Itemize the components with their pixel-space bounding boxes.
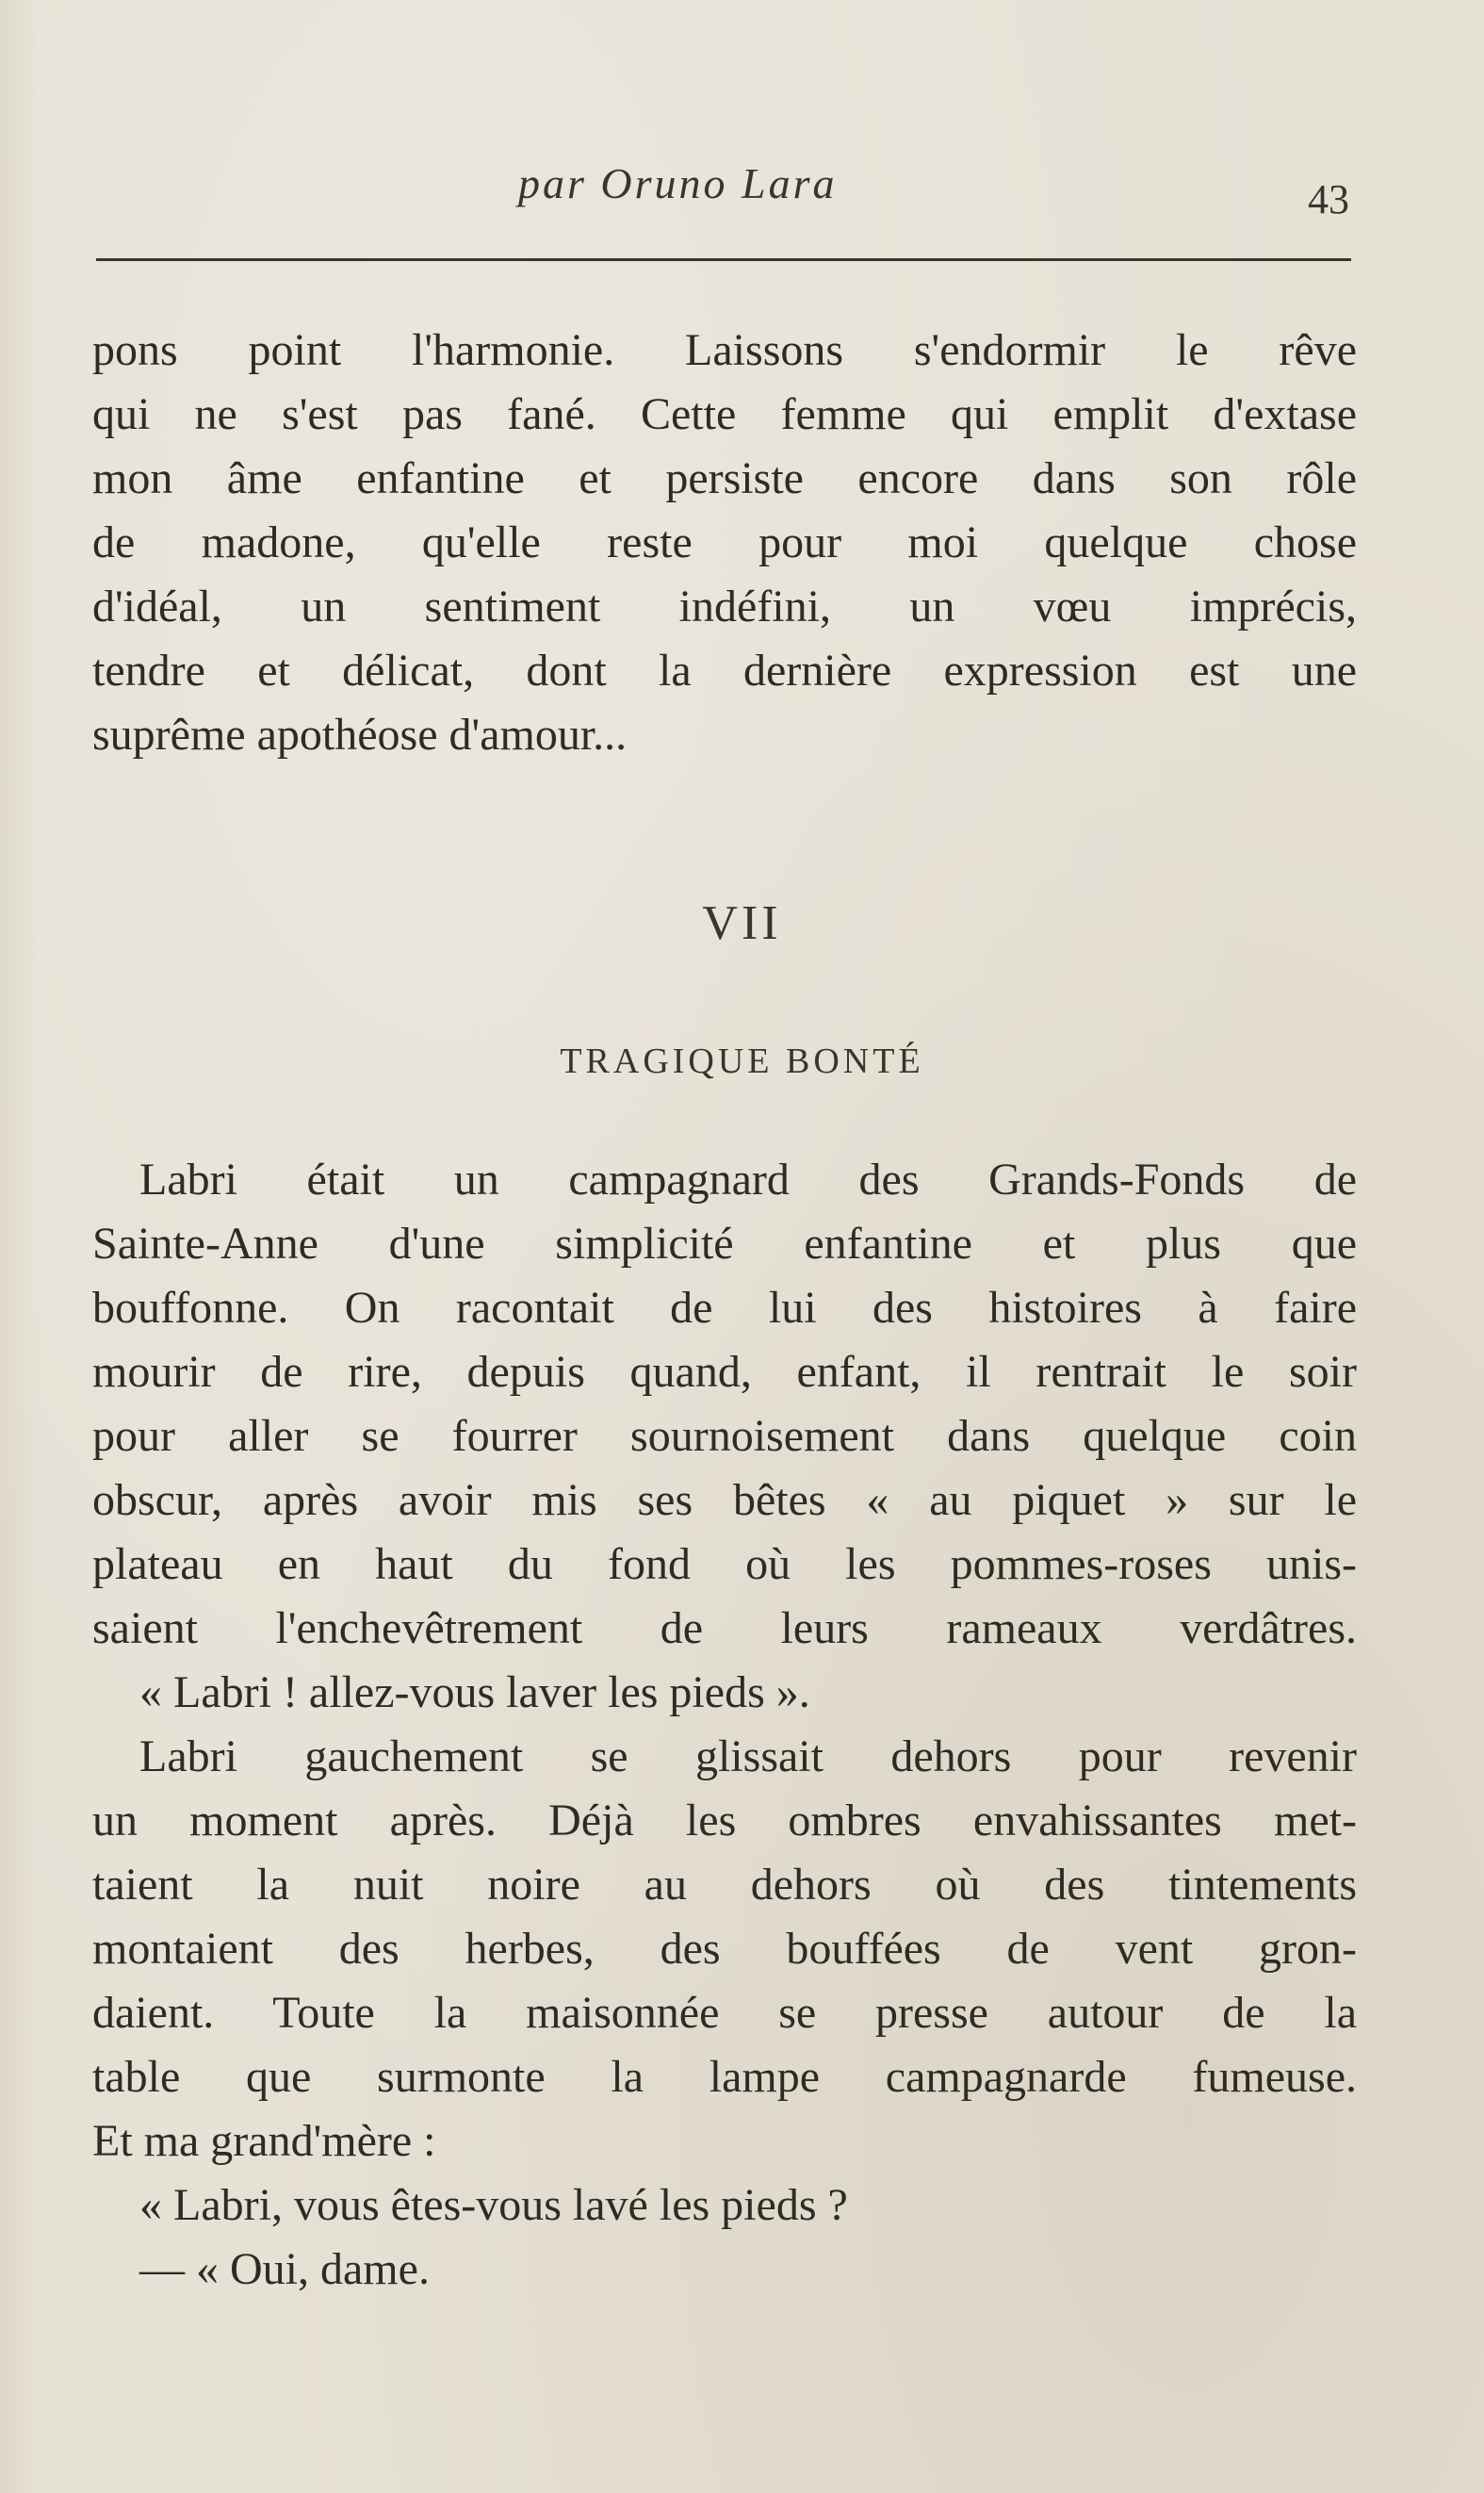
text-line: mon âme enfantine et persiste encore dans son rôle xyxy=(92,453,1357,503)
text-line: obscur, après avoir mis ses bêtes « au piquet » sur le xyxy=(92,1475,1357,1525)
text-line: mourir de rire, depuis quand, enfant, il rentrait le soir xyxy=(92,1347,1357,1397)
text-line: Labri était un campagnard des Grands-Fonds de xyxy=(139,1155,1357,1205)
text-line: « Labri, vous êtes-vous lavé les pieds ? xyxy=(139,2180,848,2230)
text-line: tendre et délicat, dont la dernière expression est une xyxy=(92,646,1357,696)
text-line: montaient des herbes, des bouffées de vent gron- xyxy=(92,1924,1357,1974)
text-line: daient. Toute la maisonnée se presse autour de la xyxy=(92,1988,1357,2038)
text-line: de madone, qu'elle reste pour moi quelque chose xyxy=(92,517,1357,567)
text-line: Sainte-Anne d'une simplicité enfantine et plus que xyxy=(92,1219,1357,1269)
text-line: d'idéal, un sentiment indéfini, un vœu imprécis, xyxy=(92,582,1357,631)
running-head: par Oruno Lara xyxy=(518,159,838,207)
text-line: Labri gauchement se glissait dehors pour revenir xyxy=(139,1731,1357,1781)
text-line: bouffonne. On racontait de lui des histoires à faire xyxy=(92,1283,1357,1333)
text-line: Et ma grand'mère : xyxy=(92,2116,436,2166)
text-line: qui ne s'est pas fané. Cette femme qui emplit d'extase xyxy=(92,389,1357,439)
text-line: saient l'enchevêtrement de leurs rameaux verdâtres. xyxy=(92,1603,1357,1653)
paragraph-continuation xyxy=(92,319,1357,767)
text-line: « Labri ! allez-vous laver les pieds ». xyxy=(139,1667,810,1717)
text-line: — « Oui, dame. xyxy=(139,2244,430,2294)
text-line: table que surmonte la lampe campagnarde fumeuse. xyxy=(92,2052,1357,2102)
text-line: plateau en haut du fond où les pommes-roses unis- xyxy=(92,1539,1357,1589)
chapter-title: TRAGIQUE BONTÉ xyxy=(560,1041,924,1081)
page-number: 43 xyxy=(1308,176,1349,222)
chapter-number: VII xyxy=(702,896,782,950)
header-rule xyxy=(96,258,1351,261)
text-line: pour aller se fourrer sournoisement dans quelque coin xyxy=(92,1411,1357,1461)
paragraph-main xyxy=(92,1148,1357,2302)
text-line: suprême apothéose d'amour... xyxy=(92,710,628,760)
text-line: taient la nuit noire au dehors où des tintements xyxy=(92,1860,1357,1910)
text-line: pons point l'harmonie. Laissons s'endormir le rêve xyxy=(92,325,1357,375)
text-line: un moment après. Déjà les ombres envahissantes met- xyxy=(92,1796,1357,1845)
